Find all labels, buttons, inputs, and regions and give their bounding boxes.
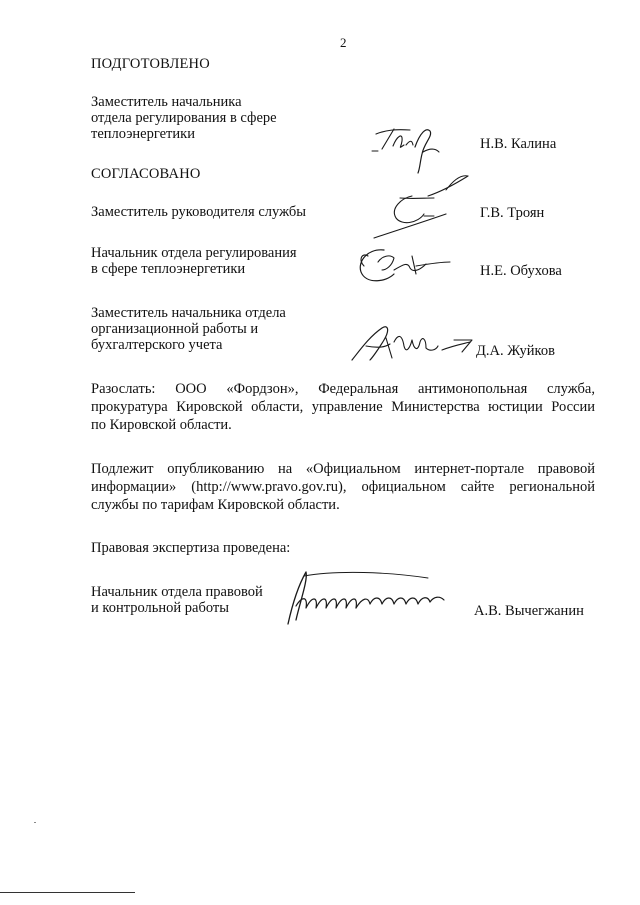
position-line: организационной работы и [91, 321, 259, 337]
signer-position-obukhova [91, 245, 297, 277]
scan-mark [34, 822, 36, 823]
legal-review-statement: Правовая экспертиза проведена: [91, 540, 291, 556]
signer-name-troyan: Г.В. Троян [480, 205, 545, 221]
signature-kalina [360, 118, 470, 176]
prepared-heading: ПОДГОТОВЛЕНО [91, 56, 210, 72]
paragraph-line: Подлежит опубликованию на «Официальном интернет-портале правовой [91, 461, 595, 477]
paragraph-line: службы по тарифам Кировской области. [91, 497, 340, 513]
signature-obukhova [354, 240, 464, 292]
position-line: бухгалтерского учета [91, 337, 223, 353]
legal-review-position [91, 584, 263, 616]
position-line: в сфере теплоэнергетики [91, 261, 246, 277]
signer-name-zhuikov: Д.А. Жуйков [476, 343, 555, 359]
signer-name-kalina: Н.В. Калина [480, 136, 557, 152]
position-line: Заместитель руководителя службы [91, 204, 307, 220]
paragraph-line: Разослать: ООО «Фордзон», Федеральная антимонопольная служба, [91, 381, 595, 397]
paragraph-line: прокуратура Кировской области, управление Министерства юстиции России [91, 399, 595, 415]
signer-name-obukhova: Н.Е. Обухова [480, 263, 562, 279]
signature-vychegzhanin [278, 566, 458, 630]
signature-troyan [368, 172, 478, 246]
position-line: Заместитель начальника отдела [91, 305, 286, 321]
distribution-paragraph [91, 380, 595, 434]
agreed-heading: СОГЛАСОВАНО [91, 166, 201, 182]
position-line: отдела регулирования в сфере [91, 110, 277, 126]
signer-position-troyan [91, 204, 306, 220]
position-line: Заместитель начальника [91, 94, 242, 110]
position-line: и контрольной работы [91, 600, 229, 616]
publication-paragraph [91, 460, 595, 514]
signer-position-zhuikov [91, 305, 286, 353]
prepared-position [91, 94, 277, 142]
signature-zhuikov [346, 320, 486, 370]
position-line: Начальник отдела правовой [91, 584, 263, 600]
signer-name-vychegzhanin: А.В. Вычегжанин [474, 603, 584, 619]
paragraph-line: информации» (http://www.pravo.gov.ru), официальном сайте региональной [91, 479, 595, 495]
position-line: Начальник отдела регулирования [91, 245, 297, 261]
position-line: теплоэнергетики [91, 126, 195, 142]
paragraph-line: по Кировской области. [91, 417, 232, 433]
page-number: 2 [340, 35, 347, 50]
footer-rule [0, 892, 135, 893]
